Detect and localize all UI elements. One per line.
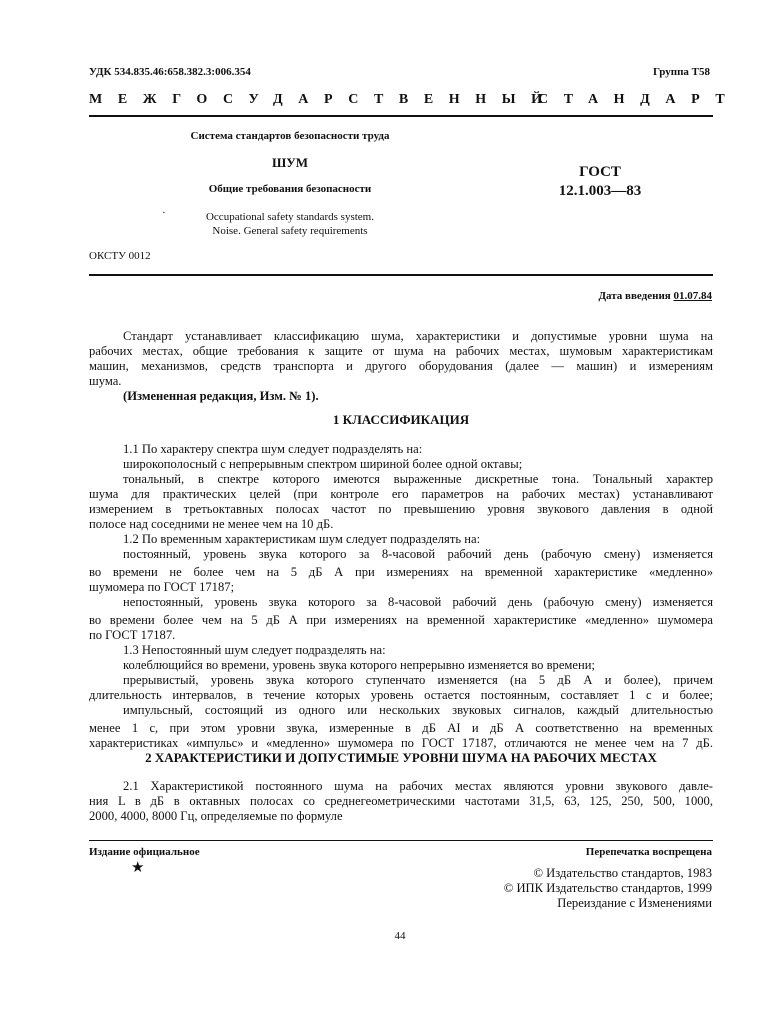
section2-body (89, 779, 713, 824)
intro-paragraph (89, 329, 713, 404)
clause-1-1b-line: шума для практических целей (при контроле его параметров на рабочих местах) устанавливают (89, 487, 713, 501)
section2-heading: 2 ХАРАКТЕРИСТИКИ И ДОПУСТИМЫЕ УРОВНИ ШУМА НА РАБОЧИХ МЕСТАХ (145, 750, 657, 765)
reprint-prohibited: Перепечатка воспрещена (585, 846, 712, 858)
title-rule (89, 274, 713, 276)
gost-number: 12.1.003—83 (558, 183, 642, 199)
english-title-line2: Noise. General safety requirements (212, 225, 368, 237)
clause-1-3: 1.3 Непостоянный шум следует подразделять на: (123, 643, 386, 657)
clause-1-1b-line: полосе над соседними не менее чем на 10 дБ. (89, 517, 334, 531)
standard-label: СТАНДАРТ (538, 92, 741, 107)
clause-1-2b-line: непостоянный, уровень звука которого за 8-часовой рабочий день (рабочую смену) изменяется (123, 595, 713, 609)
clause-1-2a-line: постоянный, уровень звука которого за 8-часовой рабочий день (рабочую смену) изменяется (123, 547, 713, 561)
footer-rule (89, 840, 713, 841)
doc-title: ШУМ (271, 155, 309, 170)
clause-1-3c-line: менее 1 с, при этом уровни звука, измеренные в дБ AI и дБ А соответственно на временных (89, 721, 713, 735)
intro-line: Стандарт устанавливает классификацию шума, характеристики и допустимые уровни шума на (123, 329, 713, 343)
clause-1-3b-line: прерывистый, уровень звука которого ступенчато изменяется (на 5 дБ А и более), причем (123, 673, 713, 687)
clause-1-2b-line: во времени более чем на 5 дБ А при измерениях на временной характеристике «медленно» шумомера (89, 613, 713, 627)
page-number: 44 (394, 930, 406, 942)
intro-line: машин, механизмов, средств транспорта и другого оборудования (далее — машин) и измерениям (89, 359, 713, 373)
udk-code: УДК 534.835.46:658.382.3:006.354 (89, 66, 251, 78)
clause-1-2b-line: по ГОСТ 17187. (89, 628, 176, 642)
intro-line: рабочих местах, общие требования к защите от шума на рабочих местах, шумовым характеристикам (89, 344, 713, 358)
clause-1-2: 1.2 По временным характеристикам шум следует подразделять на: (123, 532, 481, 546)
section1-body (89, 442, 713, 751)
okstu-code: ОКСТУ 0012 (89, 250, 151, 262)
clause-2-1-line: 2000, 4000, 8000 Гц, определяемые по формуле (89, 809, 343, 823)
english-title-line1: Occupational safety standards system. (205, 211, 374, 223)
star-icon: ★ (131, 860, 145, 876)
clause-1-1: 1.1 По характеру спектра шум следует подразделять на: (123, 442, 423, 456)
clause-1-1a: широкополосный с непрерывным спектром шириной более одной октавы; (123, 457, 523, 471)
clause-1-2a-line: шумомера по ГОСТ 17187; (89, 580, 235, 594)
interstate-label: МЕЖГОСУДАРСТВЕННЫЙ (89, 92, 558, 107)
copyright-1983: © Издательство стандартов, 1983 (533, 866, 712, 880)
copyright-1999: © ИПК Издательство стандартов, 1999 (503, 881, 712, 895)
clause-2-1-line: 2.1 Характеристикой постоянного шума на рабочих местах являются уровни звукового давле- (123, 779, 713, 793)
system-title: Система стандартов безопасности труда (190, 130, 390, 142)
official-edition: Издание официальное (89, 846, 200, 858)
clause-1-3c-line: импульсный, состоящий из одного или нескольких звуковых сигналов, каждый длительностью (123, 703, 713, 717)
reissue-note: Переиздание с Изменениями (557, 896, 712, 910)
revision-note: (Измененная редакция, Изм. № 1). (123, 389, 319, 403)
clause-1-1b-line: тональный, в спектре которого имеются выраженные дискретные тона. Тональный характер (123, 472, 713, 486)
header-rule (89, 115, 713, 117)
bullet-dot: · (162, 207, 166, 219)
gost-label: ГОСТ (579, 164, 621, 180)
clause-1-2a-line: во времени не более чем на 5 дБ А при измерениях на временной характеристике «медленно» (89, 565, 713, 579)
clause-1-3c-line: характеристиках «импульс» и «медленно» шумомера по ГОСТ 17187, отличаются не менее чем на 7 дБ. (89, 736, 713, 750)
doc-subtitle: Общие требования безопасности (208, 183, 372, 195)
intro-line: шума. (89, 374, 122, 388)
clause-1-1b-line: измерением в третьоктавных полосах частот по превышению уровня звукового давления в одной (89, 502, 713, 516)
group-code: Группа Т58 (652, 66, 710, 78)
intro-date (598, 290, 712, 302)
clause-2-1-line: ния L в дБ в октавных полосах со среднегеометрическими частотами 31,5, 63, 125, 250, 500, 1000, (89, 794, 713, 808)
clause-1-3b-line: длительность интервалов, в течение которых уровень остается постоянным, составляет 1 с и более; (89, 688, 713, 702)
section1-heading: 1 КЛАССИФИКАЦИЯ (332, 412, 470, 427)
intro-date-value: 01.07.84 (673, 290, 712, 302)
copyright-block (504, 866, 712, 911)
clause-1-3a: колеблющийся во времени, уровень звука которого непрерывно изменяется во времени; (123, 658, 595, 672)
intro-date-label: Дата введения (598, 290, 671, 302)
